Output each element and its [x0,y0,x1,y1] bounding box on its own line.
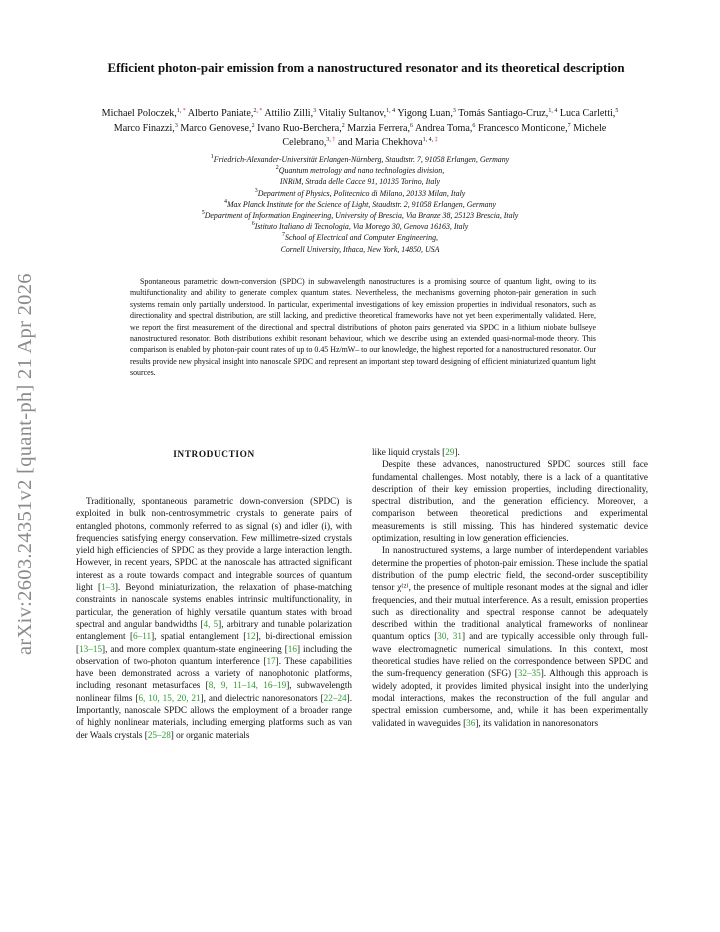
author-affiliation-marker: 6 [410,122,414,129]
left-column [76,446,352,741]
affiliation-line: $^6$Istituto Italiano di Tecnologia, Via Morego 30, Genova 16163, Italy [251,221,469,232]
author-affiliation-marker: 1, * [176,108,186,114]
author-affiliation-marker: 3 [313,108,317,114]
body-paragraph: In nanostructured systems, a large number of interdependent variables determine the properties of photon-pair emission. These include the spatial distribution of the pump electric field, the second-order susceptibility tensor χ⁽²⁾, the presence of multiple resonant modes at the signal and idler frequencies, and their mutual interference. As a result, emission properties such as directionality and spectral response cannot be adequately described within the traditional analytical frameworks of nonlinear quantum optics [30, 31] and are typically accessible only through full-wave electromagnetic numerical simulations. In this context, most theoretical studies have relied on the correspondence between SPDC and the sum-frequency generation (SFG) [32–35]. Although this approach is widely adopted, it provides limited physical insight into the underlying modal interactions, makes the reconstruction of the full angular and spectral emission cumbersome, and, while it has been experimentally validated in waveguides [36], its validation in nanoresonators [372,545,648,728]
citation-link[interactable]: 4, 5 [203,618,219,629]
author-affiliation-marker: 7 [567,122,571,129]
author-name: Yigong Luan, [397,108,453,119]
citation-link[interactable]: 30, 31 [437,631,462,642]
author-name: Marco Finazzi, [113,122,175,134]
citation-link[interactable]: 6–11 [133,631,152,642]
citation-link[interactable]: 29 [445,447,455,457]
author-affiliation-marker: 1, 4 [548,108,558,114]
author-affiliation-marker: 1, 4, ‡ [422,137,438,144]
author-name: Michael Poloczek, [101,108,177,119]
affiliation-line: Cornell University, Ithaca, New York, 14850, USA [280,244,440,254]
citation-link[interactable]: 13–15 [79,643,103,654]
author-name: Andrea Toma, [415,122,473,134]
author-affiliation-marker: 3, † [326,137,336,144]
author-name: Tomás Santiago-Cruz, [458,108,549,119]
right-column [372,446,648,729]
affiliation-line: $^1$Friedrich-Alexander-Universität Erlangen-Nürnberg, Staudtstr. 7, 91058 Erlangen, Germany [210,154,510,164]
author-affiliation-marker: 3 [174,122,178,129]
affiliation-list [100,154,620,255]
author-name: Marco Genovese, [180,122,252,134]
citation-link[interactable]: 36 [466,717,476,728]
author-name: Marzia Ferrera, [347,122,411,134]
author-affiliation-marker: 6 [472,122,476,129]
citation-link[interactable]: 1–3 [101,582,115,593]
affiliation-line: $^3$Department of Physics, Politecnico di Milano, 20133 Milan, Italy [254,187,466,198]
author-name: Alberto Paniate, [187,108,254,119]
paper-title: Efficient photon-pair emission from a nanostructured resonator and its theoretical description [107,61,625,75]
citation-link[interactable]: 6, 10, 15, 20, 21 [138,692,201,703]
citation-link[interactable]: 32–35 [517,668,541,679]
author-affiliation-marker: 3 [452,108,456,114]
author-affiliation-marker: 5 [615,108,619,114]
author-affiliation-marker: 2, * [253,108,263,114]
affiliation-line: INRiM, Strada delle Cacce 91, 10135 Torino, Italy [279,177,441,187]
body-paragraph: Despite these advances, nanostructured SPDC sources still face fundamental challenges. Most notably, there is a lack of a quantitative description of their key emission properties, including directionality, spectral distribution, and the generation efficiency. Moreover, a comparison between theoretical predictions and experimental measurements is still missing. This has hindered systematic device optimization, resulting in low generation efficiencies. [372,459,648,544]
arxiv-identifier: arXiv:2603.24351v2 [quant-ph] 21 Apr 2026 [14,273,36,655]
author-affiliation-marker: 2 [251,122,255,129]
affiliation-line: $^4$Max Planck Institute for the Science of Light, Staudtstr. 2, 91058 Erlangen, Germany [223,198,497,209]
author-name: Attilio Zilli, [264,108,314,119]
affiliation-line: $^5$Department of Information Engineering, University of Brescia, Via Branze 38, 25123 Brescia, Italy [201,210,519,221]
author-name: and Maria Chekhova [337,137,423,149]
citation-link[interactable]: 17 [266,655,276,666]
author-affiliation-marker: 1, 4 [386,108,396,114]
author-name: Michele Celebrano, [282,122,607,149]
author-name: Ivano Ruo-Berchera, [257,122,342,134]
author-affiliation-marker: 2 [341,122,345,129]
section-heading-introduction: INTRODUCTION [173,450,255,460]
affiliation-line: $^2$Quantum metrology and nano technologies division, [275,165,445,176]
author-name: Luca Carletti, [559,108,616,119]
citation-link[interactable]: 16 [287,643,297,654]
citation-link[interactable]: 22–24 [323,692,347,703]
citation-link[interactable]: 25–28 [147,729,171,740]
body-paragraph: like liquid crystals [29]. [372,447,460,457]
affiliation-line: $^7$School of Electrical and Computer Engineering, [282,232,438,243]
citation-link[interactable]: 8, 9, 11–14, 16–19 [208,680,287,691]
author-name: Francesco Monticone, [477,122,568,134]
author-name: Vitaliy Sultanov, [318,108,387,119]
abstract: Spontaneous parametric down-conversion (SPDC) in subwavelength nanostructures is a promising source of quantum light, owing to its multifunctionality and ability to generate complex quantum states. Nevertheless, the mechanisms governing photon-pair generation in such systems remain only partially understood. In particular, experimental investigations of key emission properties in individual resonators, such as directionality and spectral distribution, are still lacking, and predictive theoretical frameworks have not yet been experimentally validated. Here, we report the first measurement of the directional and spectral distributions of photon pairs generated via SPDC in a lithium niobate bullseye nanostructured resonator. Both distributions exhibit resonant behaviour, which we describe using an extended quasi-normal-mode theory. This comparison is enabled by photon-pair count rates of up to 0.45 Hz/mW– to our knowledge, the highest reported for a nanostructured resonator. Our results provide new physical insight into nanoscale SPDC and represent an important step toward designing of efficient miniaturized quantum light sources. [130,277,596,378]
citation-link[interactable]: 12 [246,631,256,642]
author-list [100,107,620,151]
body-paragraph: Traditionally, spontaneous parametric down-conversion (SPDC) is exploited in bulk non-centrosymmetric crystals to generate pairs of entangled photons, commonly referred to as signal (s) and idler (i), with frequencies satisfying energy conservation. Few millimetre-sized crystals yield high efficiencies of SPDC as they provide a large interaction length. However, in recent years, SPDC at the nanoscale has attracted significant interest as a route towards compact and integrable sources of quantum light [1–3]. Beyond miniaturization, the relaxation of phase-matching constraints in nanoscale systems enables intrinsic multifunctionality, in particular, the generation of highly versatile quantum states with broad spectral and angular bandwidths [4, 5], arbitrary and tunable polarization entanglement [6–11], spatial entanglement [12], bi-directional emission [13–15], and more complex quantum-state engineering [16] including the observation of two-photon quantum interference [17]. These capabilities have been demonstrated across a variety of nanophotonic platforms, including resonant metasurfaces [8, 9, 11–14, 16–19], subwavelength nonlinear films [6, 10, 15, 20, 21], and dielectric nanoresonators [22–24]. Importantly, nanoscale SPDC allows the employment of a broader range of highly nonlinear materials, including emerging platforms such as van der Waals crystals [25–28] or organic materials [76,496,353,740]
